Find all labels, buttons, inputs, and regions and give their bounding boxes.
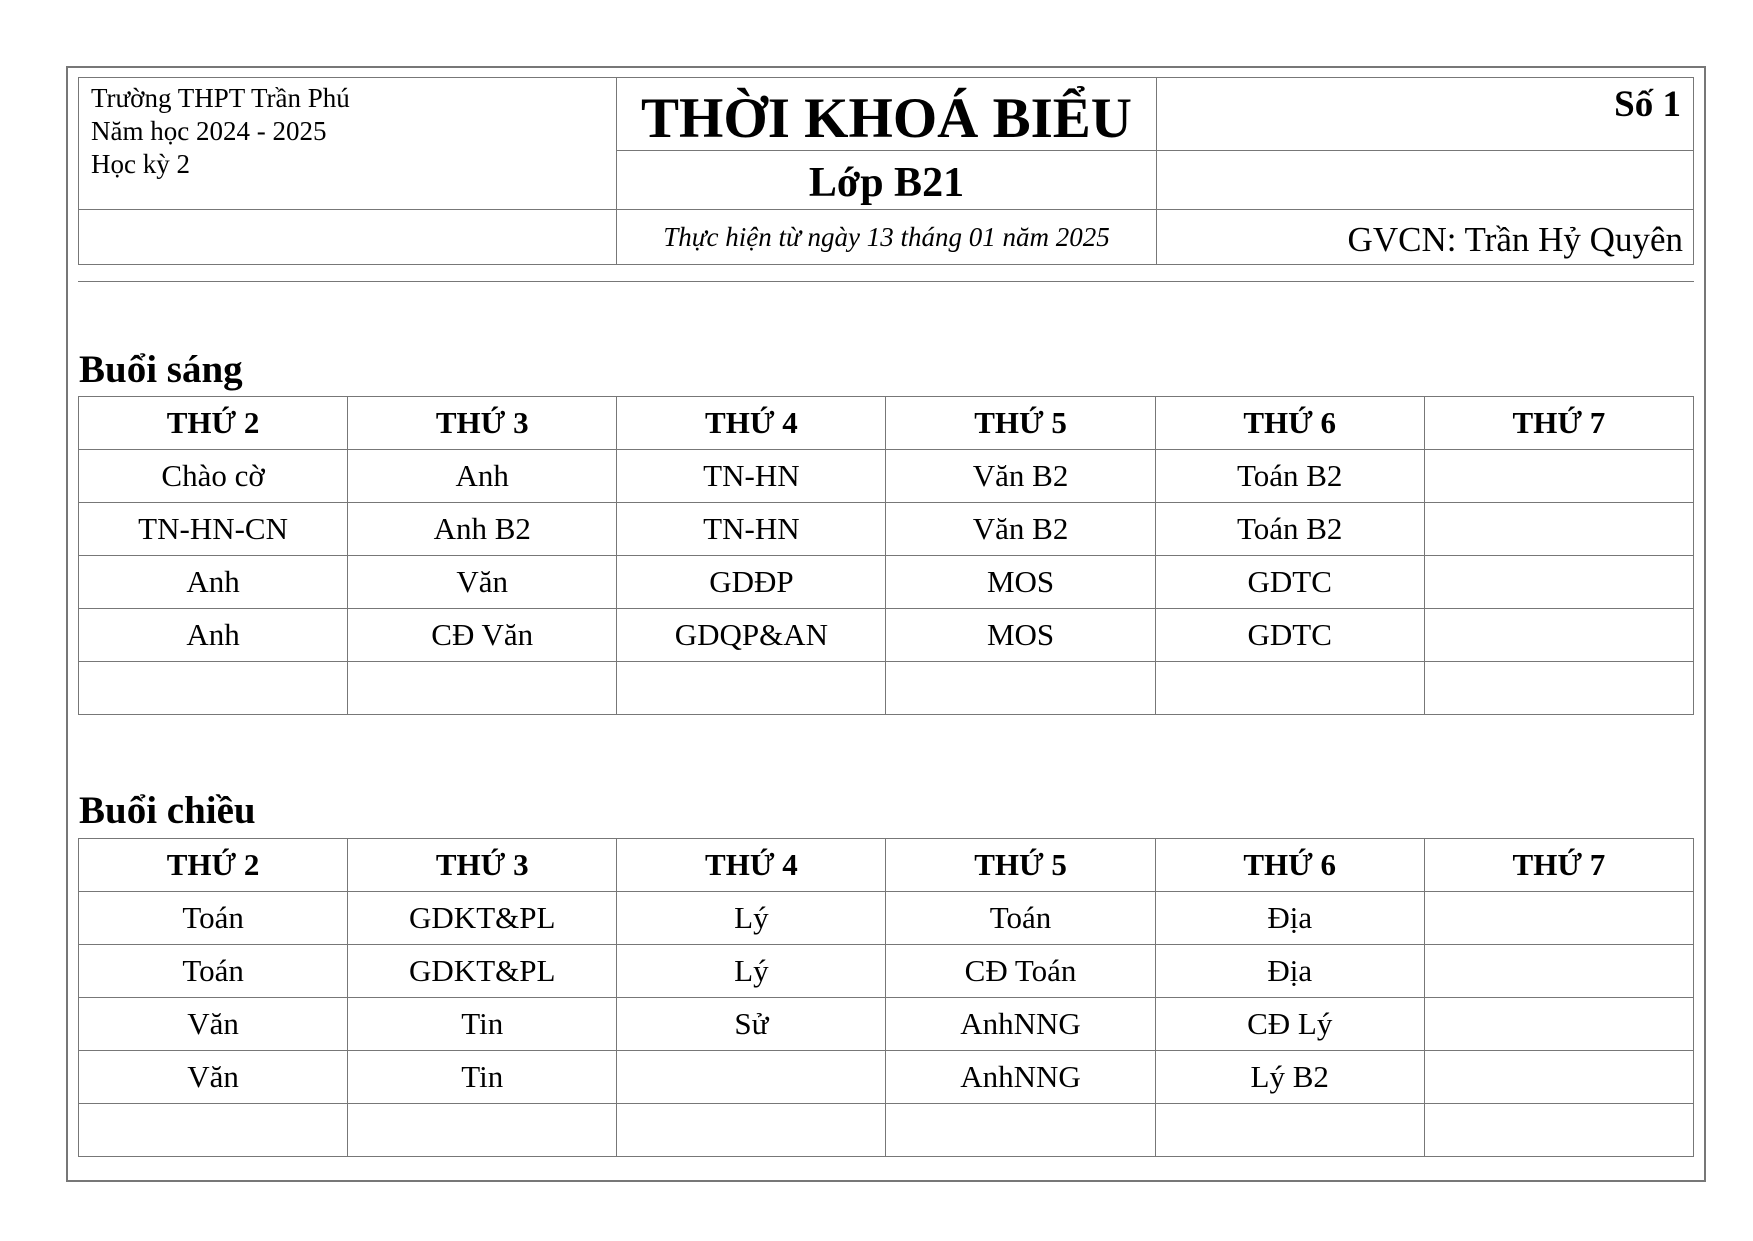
day-header: THỨ 6 <box>1155 397 1424 450</box>
subject-cell: Lý <box>617 945 886 998</box>
day-header: THỨ 3 <box>348 839 617 892</box>
subject-cell: GDKT&PL <box>348 892 617 945</box>
subject-cell: Văn <box>348 556 617 609</box>
header-rule <box>1157 150 1693 151</box>
document-number: Số 1 <box>1614 84 1681 125</box>
subject-cell <box>1424 609 1693 662</box>
subject-cell: AnhNNG <box>886 998 1155 1051</box>
subject-cell: Địa <box>1155 892 1424 945</box>
title-block <box>617 78 1157 264</box>
school-name: Trường THPT Trần Phú <box>91 83 350 113</box>
divider <box>78 281 1694 282</box>
table-row <box>79 892 1694 945</box>
subject-cell <box>79 1104 348 1157</box>
document-info <box>1157 78 1693 264</box>
morning-body <box>79 450 1694 715</box>
subject-cell: GDĐP <box>617 556 886 609</box>
subject-cell <box>1424 998 1693 1051</box>
class-name: Lớp B21 <box>808 160 965 206</box>
subject-cell: Lý B2 <box>1155 1051 1424 1104</box>
effective-date: Thực hiện từ ngày 13 tháng 01 năm 2025 <box>663 222 1110 252</box>
subject-cell: MOS <box>886 609 1155 662</box>
subject-cell <box>1424 1051 1693 1104</box>
subject-cell: Anh B2 <box>348 503 617 556</box>
subject-cell <box>617 1104 886 1157</box>
subject-cell: MOS <box>886 556 1155 609</box>
timetable-header <box>78 77 1694 265</box>
subject-cell: TN-HN <box>617 503 886 556</box>
day-header: THỨ 7 <box>1424 397 1693 450</box>
day-header: THỨ 5 <box>886 839 1155 892</box>
day-header: THỨ 4 <box>617 397 886 450</box>
subject-cell: Toán <box>79 945 348 998</box>
table-row <box>79 1104 1694 1157</box>
subject-cell: Văn B2 <box>886 503 1155 556</box>
subject-cell: Tin <box>348 1051 617 1104</box>
subject-cell <box>1424 503 1693 556</box>
subject-cell: Anh <box>79 609 348 662</box>
subject-cell <box>1424 556 1693 609</box>
afternoon-timetable <box>78 838 1694 1157</box>
subject-cell: CĐ Lý <box>1155 998 1424 1051</box>
subject-cell: Anh <box>79 556 348 609</box>
school-year: Năm học 2024 - 2025 <box>91 116 327 146</box>
subject-cell <box>1424 945 1693 998</box>
subject-cell: Văn B2 <box>886 450 1155 503</box>
afternoon-body <box>79 892 1694 1157</box>
header-rule <box>617 150 1156 151</box>
subject-cell: Văn <box>79 1051 348 1104</box>
subject-cell <box>1155 662 1424 715</box>
table-row <box>79 662 1694 715</box>
header-rule <box>79 209 616 210</box>
subject-cell: Toán <box>79 892 348 945</box>
subject-cell: GDKT&PL <box>348 945 617 998</box>
day-header: THỨ 4 <box>617 839 886 892</box>
subject-cell: AnhNNG <box>886 1051 1155 1104</box>
subject-cell: GDTC <box>1155 556 1424 609</box>
day-header: THỨ 5 <box>886 397 1155 450</box>
day-header: THỨ 3 <box>348 397 617 450</box>
table-row <box>79 556 1694 609</box>
homeroom-teacher: GVCN: Trần Hỷ Quyên <box>1347 220 1683 259</box>
day-header-row <box>79 839 1694 892</box>
school-info-text <box>91 82 350 181</box>
subject-cell <box>1424 662 1693 715</box>
subject-cell: Văn <box>79 998 348 1051</box>
subject-cell: Toán B2 <box>1155 450 1424 503</box>
morning-timetable <box>78 396 1694 715</box>
table-row <box>79 998 1694 1051</box>
subject-cell: Lý <box>617 892 886 945</box>
day-header: THỨ 2 <box>79 839 348 892</box>
header-rule <box>1157 209 1693 210</box>
morning-title: Buổi sáng <box>79 348 243 391</box>
subject-cell <box>617 1051 886 1104</box>
subject-cell <box>1424 450 1693 503</box>
subject-cell: TN-HN <box>617 450 886 503</box>
subject-cell: GDTC <box>1155 609 1424 662</box>
subject-cell <box>1424 1104 1693 1157</box>
day-header-row <box>79 397 1694 450</box>
subject-cell: Anh <box>348 450 617 503</box>
subject-cell <box>886 662 1155 715</box>
subject-cell: Tin <box>348 998 617 1051</box>
subject-cell: CĐ Toán <box>886 945 1155 998</box>
subject-cell: Toán <box>886 892 1155 945</box>
day-header: THỨ 2 <box>79 397 348 450</box>
subject-cell: Chào cờ <box>79 450 348 503</box>
subject-cell <box>1424 892 1693 945</box>
table-row <box>79 945 1694 998</box>
afternoon-title: Buổi chiều <box>79 789 256 832</box>
subject-cell: Sử <box>617 998 886 1051</box>
day-header: THỨ 6 <box>1155 839 1424 892</box>
table-row <box>79 450 1694 503</box>
table-row <box>79 503 1694 556</box>
header-rule <box>617 209 1156 210</box>
subject-cell: TN-HN-CN <box>79 503 348 556</box>
table-row <box>79 1051 1694 1104</box>
school-info <box>79 78 617 264</box>
subject-cell <box>79 662 348 715</box>
subject-cell <box>348 1104 617 1157</box>
table-row <box>79 609 1694 662</box>
subject-cell: CĐ Văn <box>348 609 617 662</box>
subject-cell <box>886 1104 1155 1157</box>
subject-cell <box>617 662 886 715</box>
subject-cell: Toán B2 <box>1155 503 1424 556</box>
day-header: THỨ 7 <box>1424 839 1693 892</box>
semester: Học kỳ 2 <box>91 149 190 179</box>
subject-cell <box>348 662 617 715</box>
subject-cell: GDQP&AN <box>617 609 886 662</box>
subject-cell: Địa <box>1155 945 1424 998</box>
subject-cell <box>1155 1104 1424 1157</box>
page-title: THỜI KHOÁ BIỂU <box>641 87 1132 150</box>
